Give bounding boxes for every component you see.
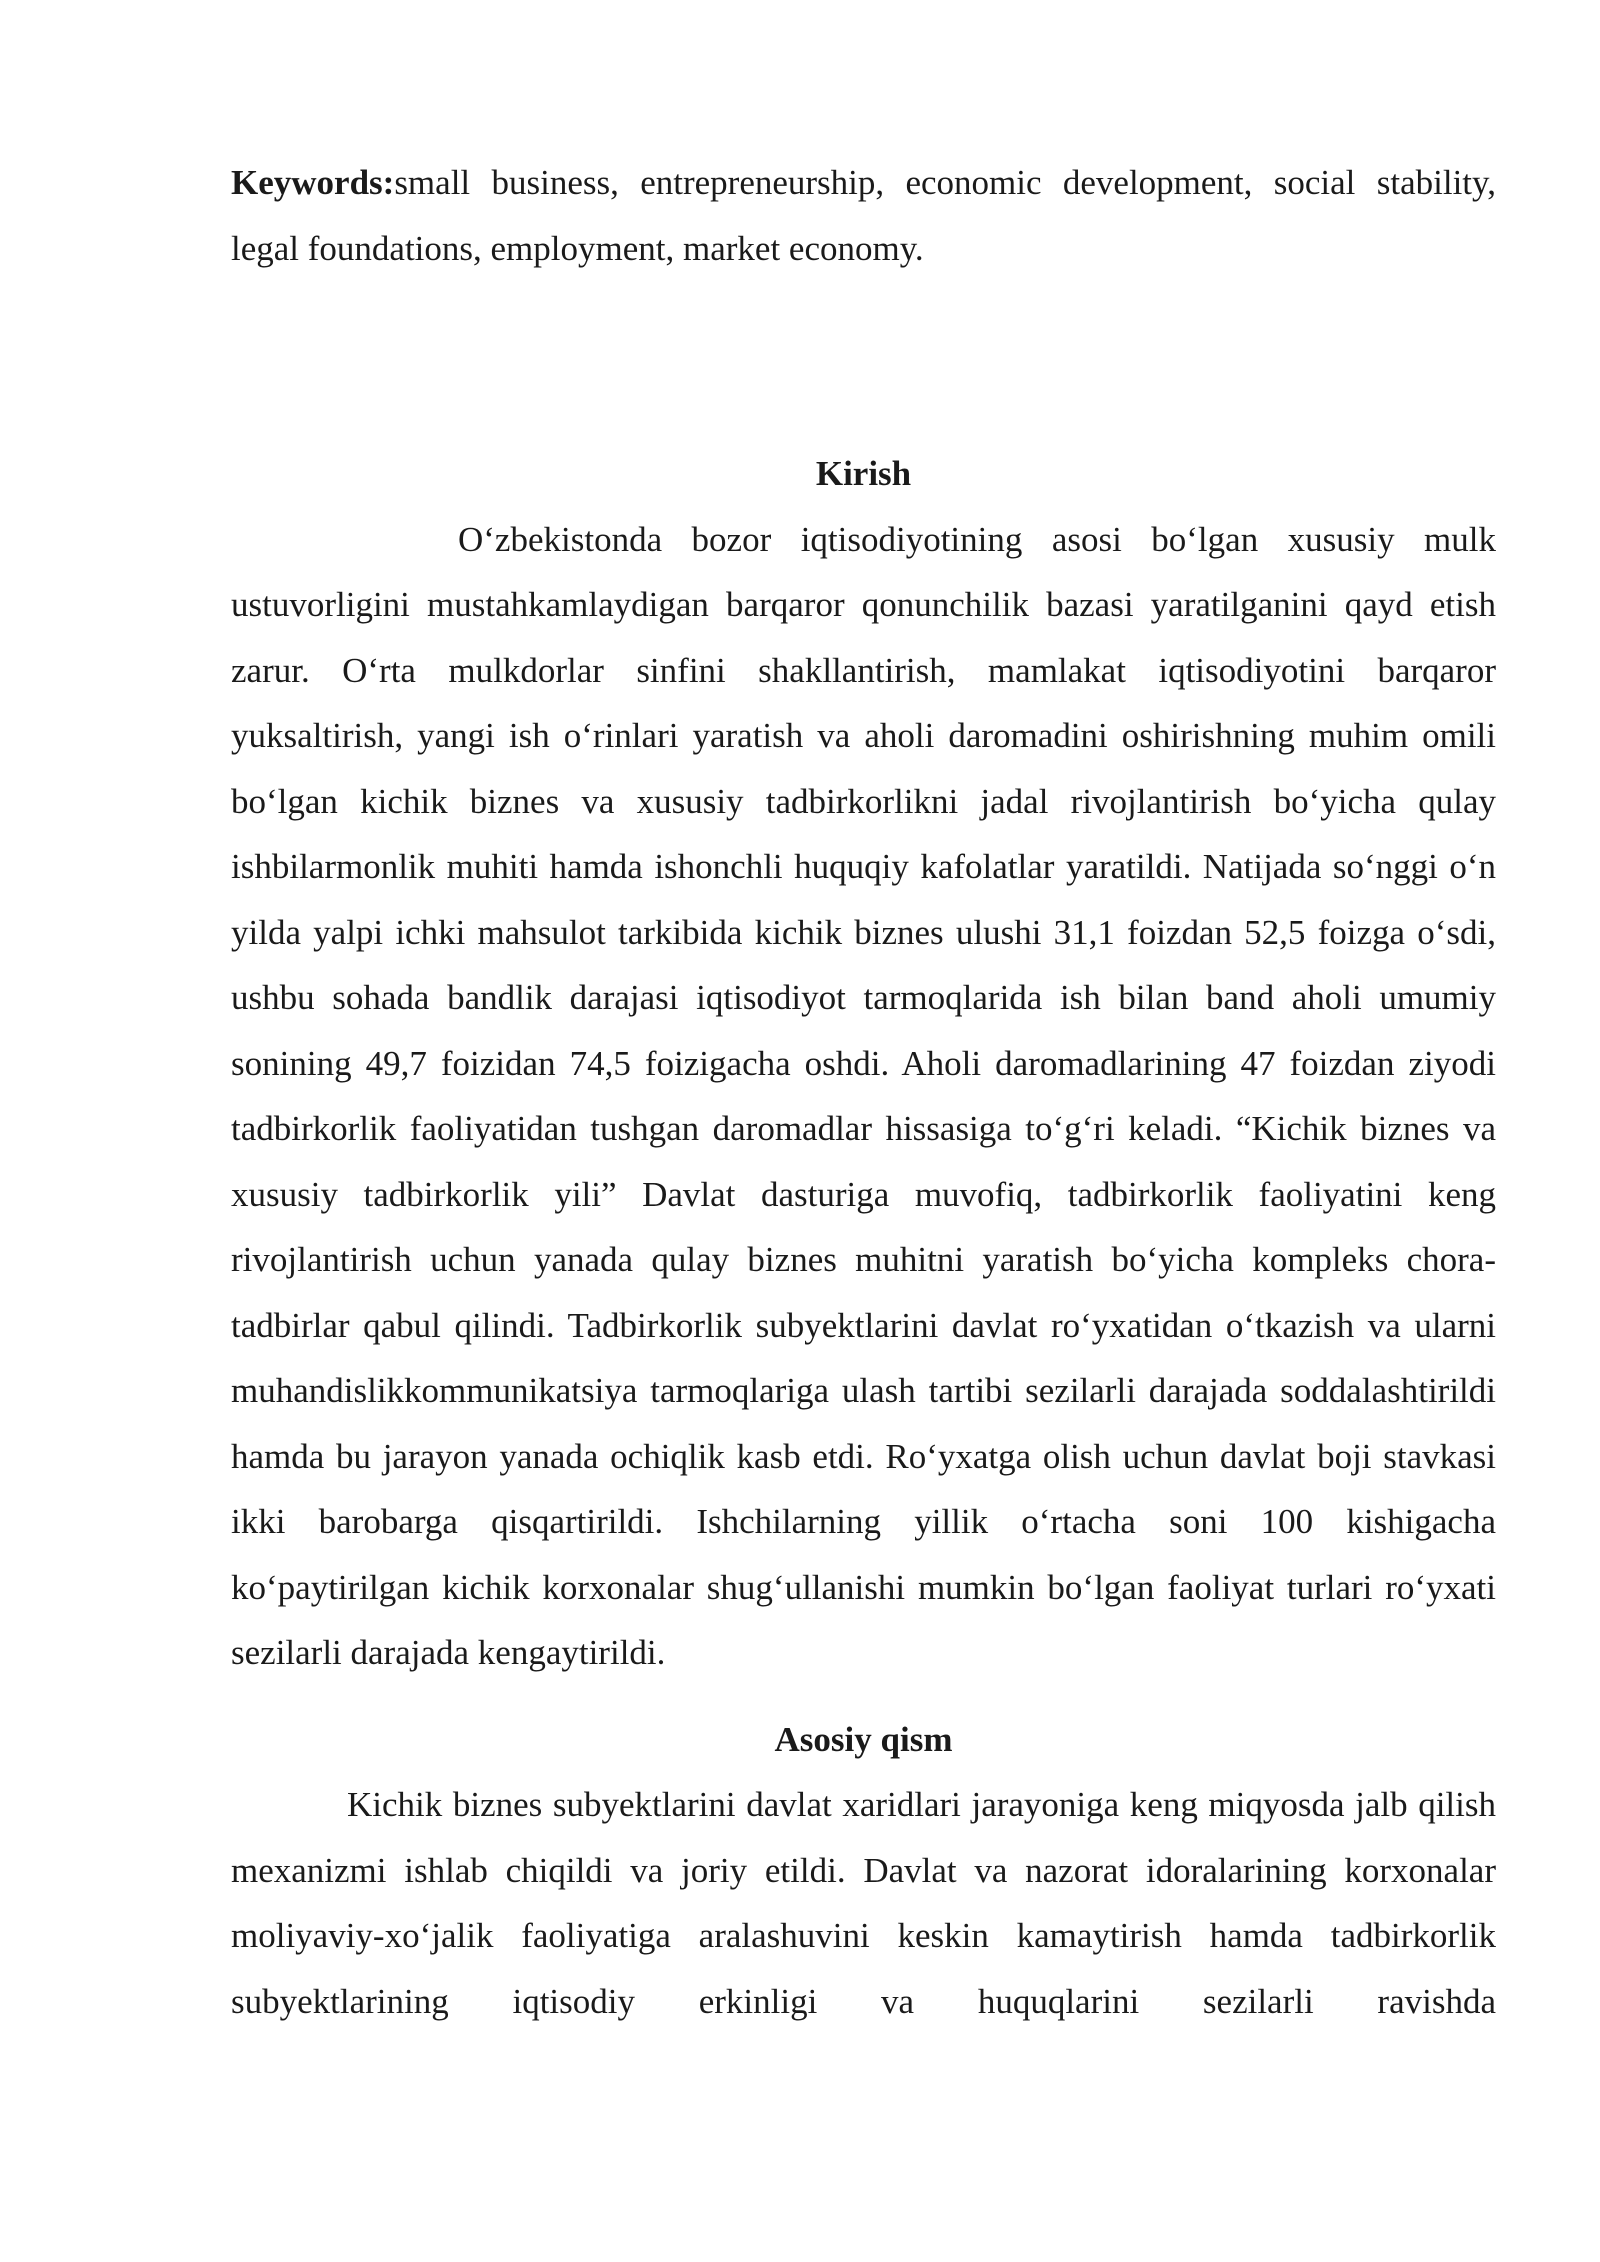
intro-paragraph: O‘zbekistonda bozor iqtisodiyotining asosi bo‘lgan xususiy mulk ustuvorligini mustahkamlaydigan barqaror qonunchilik bazasi yaratilganini qayd etish zarur. O‘rta mulkdorlar sinfini shakllantirish, mamlakat iqtisodiyotini barqaror yuksaltirish, yangi ish o‘rinlari yaratish va aholi daromadini oshirishning muhim omili bo‘lgan kichik biznes va xususiy tadbirkorlikni jadal rivojlantirish bo‘yicha qulay ishbilarmonlik muhiti hamda ishonchli huquqiy kafolatlar yaratildi. Natijada so‘nggi o‘n yilda yalpi ichki mahsulot tarkibida kichik biznes ulushi 31,1 foizdan 52,5 foizga o‘sdi, ushbu sohada bandlik darajasi iqtisodiyot tarmoqlarida ish bilan band aholi umumiy sonining 49,7 foizidan 74,5 foizigacha oshdi. Aholi daromadlarining 47 foizdan ziyodi tadbirkorlik faoliyatidan tushgan daromadlar hissasiga to‘g‘ri keladi. “Kichik biznes va xususiy tadbirkorlik yili” Davlat dasturiga muvofiq, tadbirkorlik faoliyatini keng rivojlantirish uchun yanada qulay biznes muhitni yaratish bo‘yicha kompleks chora-tadbirlar qabul qilindi. Tadbirkorlik subyektlarini davlat ro‘yxatidan o‘tkazish va ularni muhandislikkommunikatsiya tarmoqlariga ulash tartibi sezilarli darajada soddalashtirildi hamda bu jarayon yanada ochiqlik kasb etdi. Ro‘yxatga olish uchun davlat boji stavkasi ikki barobarga qisqartirildi. Ishchilarning yillik o‘rtacha soni 100 kishigacha ko‘paytirilgan kichik korxonalar shug‘ullanishi mumkin bo‘lgan faoliyat turlari ro‘yxati sezilarli darajada kengaytirildi. [231, 519, 1496, 1672]
main-paragraph: Kichik biznes subyektlarini davlat xaridlari jarayoniga keng miqyosda jalb qilish mexanizmi ishlab chiqildi va joriy etildi. Davlat va nazorat idoralarining korxonalar moliyaviy-xo‘jalik faoliyatiga aralashuvini keskin kamaytirish hamda tadbirkorlik subyektlarining iqtisodiy erkinligi va huquqlarini sezilarli ravishda [231, 1785, 1496, 2021]
keywords-label: Keywords: [231, 163, 395, 202]
document-page [231, 150, 1496, 2034]
keywords-paragraph [231, 150, 1496, 281]
section-heading-asosiy-qism: Asosiy qism [774, 1719, 953, 1759]
section-heading-kirish: Kirish [815, 454, 912, 493]
keywords-text: small business, entrepreneurship, economic development, social stability, legal foundations, employment, market economy. [231, 163, 1496, 268]
